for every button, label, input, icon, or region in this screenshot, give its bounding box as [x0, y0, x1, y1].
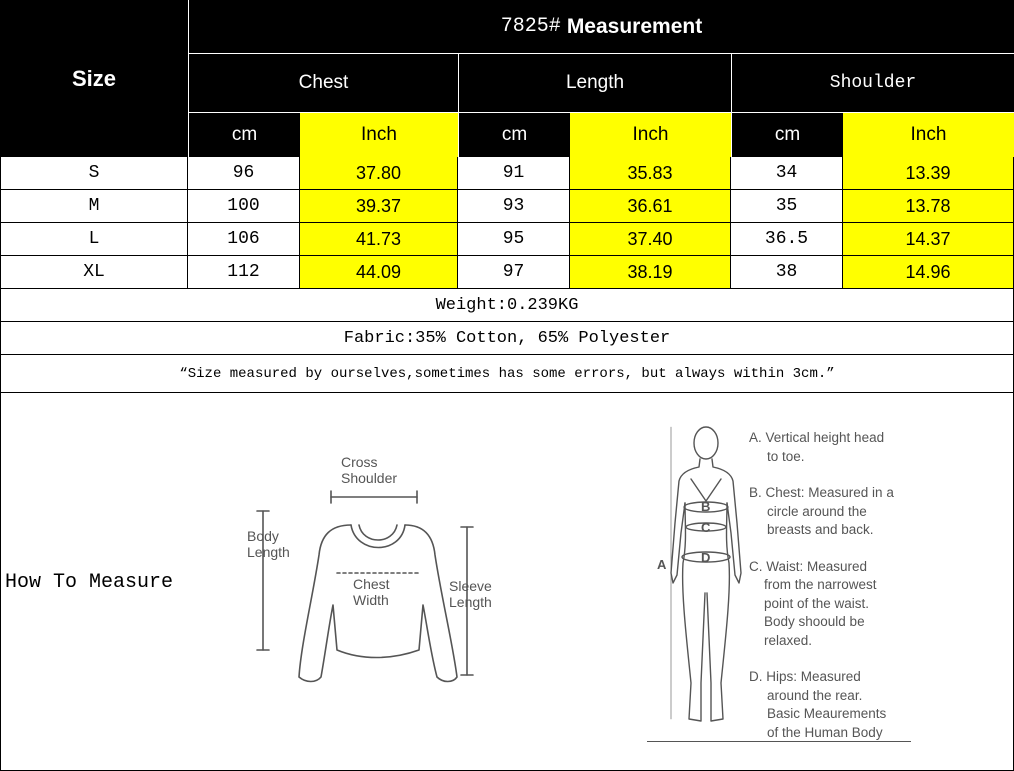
unit-label: Inch	[910, 124, 947, 145]
note-line: C. Waist: Measured	[749, 558, 868, 574]
note-line: around the rear.	[767, 687, 863, 703]
unit-header-shoulder-cm	[731, 112, 843, 157]
unit-label: cm	[231, 124, 258, 145]
size-value: M	[88, 196, 100, 216]
shoulder-cm-value: 36.5	[764, 229, 809, 249]
shoulder-cm-value: 34	[775, 163, 798, 183]
note-c	[749, 558, 949, 651]
length-cm-cell	[458, 256, 570, 289]
unit-header-length-inch	[570, 112, 731, 157]
note-d	[749, 668, 949, 742]
chest-inch-cell	[300, 223, 458, 256]
length-inch-value: 36.61	[627, 195, 673, 216]
note-line: of the Human Body	[767, 724, 883, 740]
chest-inch-value: 44.09	[355, 261, 402, 282]
note-a	[749, 429, 949, 466]
shoulder-cm-cell	[731, 190, 843, 223]
shoulder-inch-value: 13.78	[905, 195, 951, 216]
chest-cm-value: 100	[227, 196, 260, 216]
chest-cm-cell	[188, 190, 300, 223]
shoulder-inch-cell	[843, 223, 1014, 256]
length-cm-cell	[458, 157, 570, 190]
weight-row	[0, 289, 1014, 322]
unit-label: Inch	[361, 124, 397, 145]
shoulder-cm-value: 35	[775, 196, 798, 216]
size-header-label: Size	[71, 65, 117, 91]
shoulder-inch-value: 14.96	[905, 261, 951, 282]
size-cell	[0, 157, 188, 190]
group-header-chest	[188, 53, 458, 112]
unit-header-length-cm	[458, 112, 570, 157]
shoulder-inch-cell	[843, 157, 1014, 190]
note-line: relaxed.	[764, 632, 813, 648]
length-inch-value: 37.40	[627, 228, 673, 249]
body-label-b: B	[701, 499, 711, 514]
note-line: Basic Meaurements	[767, 706, 887, 721]
group-label-length: Length	[565, 72, 625, 93]
chest-inch-cell	[300, 256, 458, 289]
how-to-measure-title: How To Measure	[5, 571, 174, 594]
unit-header-shoulder-inch	[843, 112, 1014, 157]
group-label-shoulder: Shoulder	[829, 73, 917, 93]
unit-label: cm	[501, 124, 528, 145]
cross-shoulder-label-1: Cross	[341, 455, 378, 470]
unit-label: cm	[774, 124, 801, 145]
note-line: breasts and back.	[767, 522, 874, 537]
shoulder-inch-value: 13.39	[905, 162, 951, 183]
body-label-d: D	[701, 550, 711, 565]
length-cm-value: 95	[502, 229, 525, 249]
how-to-measure-section	[0, 393, 1014, 771]
shoulder-cm-cell	[731, 223, 843, 256]
notes-underline	[647, 741, 911, 742]
group-header-length	[458, 53, 731, 112]
length-inch-cell	[570, 157, 731, 190]
title-word: Measurement	[566, 14, 703, 38]
cross-shoulder-label-2: Shoulder	[341, 470, 398, 486]
note-line: Body shoould be	[764, 614, 865, 629]
size-value: L	[88, 229, 100, 249]
size-value: S	[88, 163, 100, 183]
note-line: D. Hips: Measured	[749, 669, 861, 684]
size-value: XL	[83, 262, 105, 282]
chest-width-label-2: Width	[353, 592, 389, 608]
chest-inch-cell	[300, 157, 458, 190]
fabric-text: Fabric:35% Cotton, 65% Polyester	[343, 328, 671, 348]
note-line: from the narrowest	[764, 577, 877, 592]
shoulder-inch-cell	[843, 190, 1014, 223]
chest-cm-value: 106	[227, 229, 260, 249]
length-inch-value: 38.19	[627, 261, 673, 282]
sleeve-length-label-1: Sleeve	[449, 578, 492, 594]
chest-width-label-1: Chest	[353, 576, 390, 592]
chest-cm-value: 112	[227, 262, 260, 282]
note-text: “Size measured by ourselves,sometimes has some errors, but always within 3cm.”	[179, 365, 835, 382]
length-cm-value: 97	[502, 262, 525, 282]
body-label-c: C	[701, 520, 711, 535]
note-line: to toe.	[767, 448, 805, 464]
size-cell	[0, 223, 188, 256]
unit-label: Inch	[632, 124, 669, 145]
size-cell	[0, 256, 188, 289]
weight-text: Weight:0.239KG	[435, 295, 579, 315]
chest-cm-value: 96	[232, 163, 255, 183]
length-cm-cell	[458, 190, 570, 223]
shoulder-cm-cell	[731, 256, 843, 289]
body-diagram	[651, 423, 761, 743]
note-line: B. Chest: Measured in a	[749, 485, 894, 500]
body-length-label-2: Length	[247, 544, 290, 560]
shirt-diagram	[241, 455, 521, 695]
length-inch-cell	[570, 223, 731, 256]
shoulder-inch-value: 14.37	[905, 228, 951, 249]
shoulder-cm-value: 38	[775, 262, 798, 282]
length-cm-value: 91	[502, 163, 525, 183]
chest-inch-value: 37.80	[355, 162, 402, 183]
chest-inch-value: 41.73	[355, 228, 402, 249]
length-inch-cell	[570, 190, 731, 223]
chest-inch-value: 39.37	[355, 195, 402, 216]
unit-header-chest-inch	[300, 112, 458, 157]
title-code: 7825#	[500, 15, 561, 38]
sleeve-length-label-2: Length	[449, 594, 492, 610]
shoulder-inch-cell	[843, 256, 1014, 289]
body-length-label-1: Body	[247, 528, 279, 544]
chest-cm-cell	[188, 256, 300, 289]
group-label-chest: Chest	[298, 72, 349, 93]
shoulder-cm-cell	[731, 157, 843, 190]
group-header-shoulder	[731, 53, 1014, 112]
size-cell	[0, 190, 188, 223]
length-inch-value: 35.83	[627, 162, 673, 183]
table-title	[188, 0, 1014, 53]
fabric-row	[0, 322, 1014, 355]
note-line: point of the waist.	[764, 595, 870, 611]
note-line: A. Vertical height head	[749, 430, 885, 445]
body-label-a: A	[657, 557, 667, 572]
size-header	[0, 0, 188, 157]
length-cm-cell	[458, 223, 570, 256]
measurement-notes	[749, 429, 949, 742]
unit-header-chest-cm	[188, 112, 300, 157]
chest-inch-cell	[300, 190, 458, 223]
chest-cm-cell	[188, 157, 300, 190]
length-inch-cell	[570, 256, 731, 289]
length-cm-value: 93	[502, 196, 525, 216]
note-b	[749, 484, 949, 540]
note-line: circle around the	[767, 503, 867, 519]
chest-cm-cell	[188, 223, 300, 256]
note-row	[0, 355, 1014, 393]
